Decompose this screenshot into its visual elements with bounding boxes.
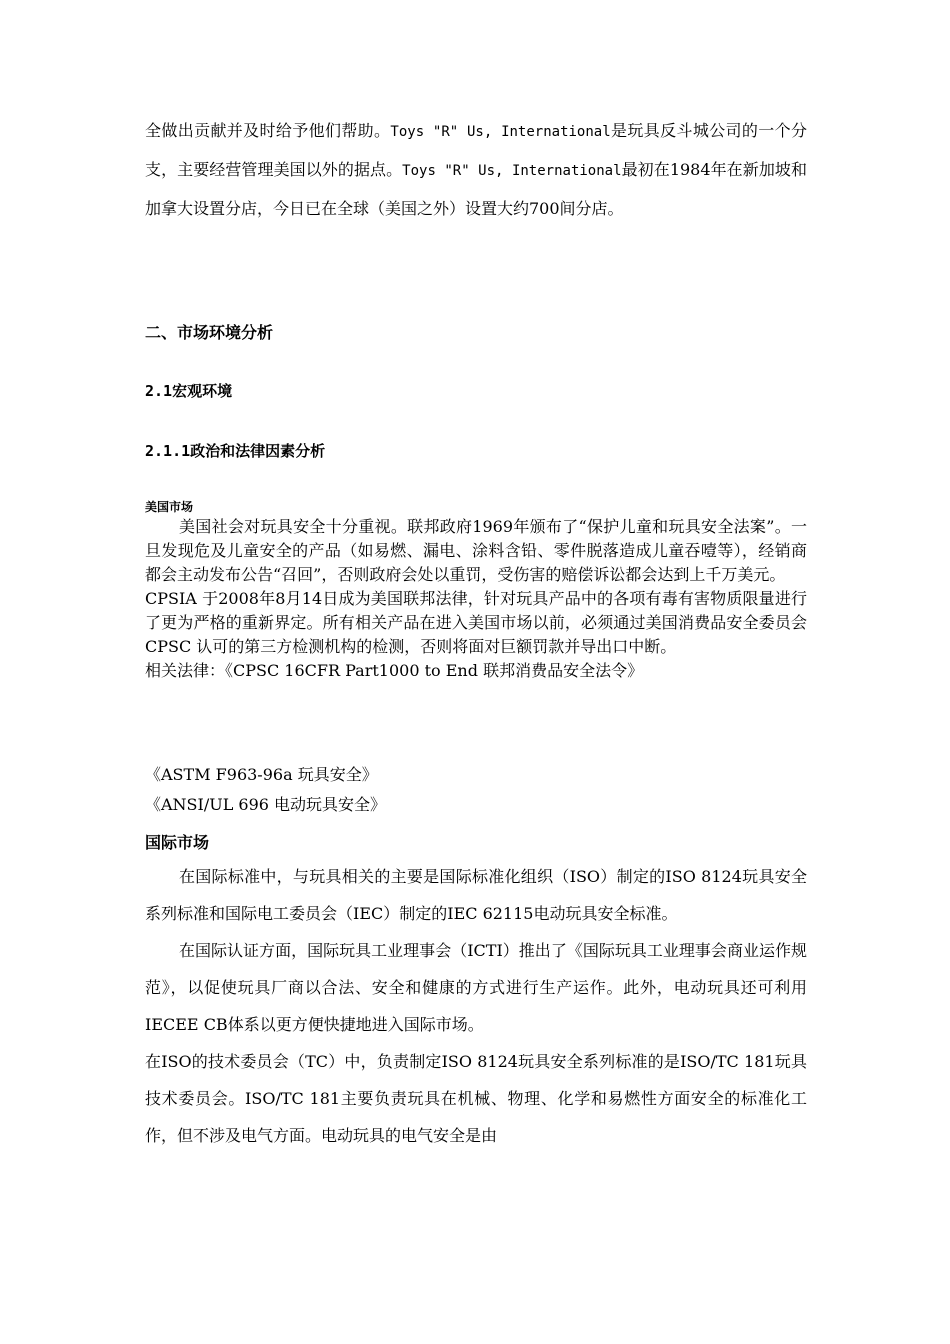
intro-text-1: 全做出贡献并及时给予他们帮助。 (145, 121, 391, 140)
us-law-line-1: 相关法律：《CPSC 16CFR Part1000 to End 联邦消费品安全法令》 (145, 661, 644, 680)
subsection-title-macro: 2.1宏观环境 (145, 382, 233, 400)
document-page (145, 112, 807, 1145)
us-market-paragraph-2: CPSIA 于2008年8月14日成为美国联邦法律，针对玩具产品中的各项有毒有害物质限量进行了更为严格的重新界定。所有相关产品在进入美国市场以前，必须通过美国消费品安全委员会CPSC 认可的第三方检测机构的检测，否则将面对巨额罚款并导出口中断。 (145, 589, 807, 656)
intl-market-title: 国际市场 (145, 833, 210, 852)
us-market-label: 美国市场 (145, 500, 194, 514)
intl-market-paragraph-3: 在ISO的技术委员会（TC）中，负责制定ISO 8124玩具安全系列标准的是ISO/TC 181玩具技术委员会。ISO/TC 181主要负责玩具在机械、物理、化学和易燃性方面安全的标准化工作，但不涉及电气方面。电动玩具的电气安全是由 (145, 1052, 807, 1145)
intro-text-2: 是玩具反斗城公司的一个分支，主要经营管理美国以外的据点。 (145, 121, 807, 179)
subsection-title-political-legal: 2.1.1政治和法律因素分析 (145, 442, 326, 460)
intro-text-3: 最初在1984年在新加坡和加拿大设置分店，今日已在全球（美国之外）设置大约700间分店。 (145, 160, 807, 218)
us-market-paragraph-1: 美国社会对玩具安全十分重视。联邦政府1969年颁布了“保护儿童和玩具安全法案”。一旦发现危及儿童安全的产品（如易燃、漏电、涂料含铅、零件脱落造成儿童吞噎等），经销商都会主动发布公告“召回”，否则政府会处以重罚，受伤害的赔偿诉讼都会达到上千万美元。 (145, 517, 807, 584)
us-market-block (145, 515, 807, 683)
us-law-line-3: 《ANSI/UL 696 电动玩具安全》 (145, 795, 387, 814)
intl-market-paragraph-1: 在国际标准中，与玩具相关的主要是国际标准化组织（ISO）制定的ISO 8124玩具安全系列标准和国际电工委员会（IEC）制定的IEC 62115电动玩具安全标准。 (145, 867, 807, 923)
intro-company-name-1: Toys "R" Us, International (390, 124, 611, 140)
intl-market-block (145, 858, 807, 1154)
section-title-market-analysis: 二、市场环境分析 (145, 323, 274, 342)
intro-paragraph (145, 112, 807, 227)
intro-company-name-2: Toys "R" Us, International (402, 163, 622, 179)
intl-market-paragraph-2: 在国际认证方面，国际玩具工业理事会（ICTI）推出了《国际玩具工业理事会商业运作规范》，以促使玩具厂商以合法、安全和健康的方式进行生产运作。此外，电动玩具还可利用IECEE CB体系以更方便快捷地进入国际市场。 (145, 941, 807, 1034)
us-law-line-2: 《ASTM F963-96a 玩具安全》 (145, 765, 378, 784)
